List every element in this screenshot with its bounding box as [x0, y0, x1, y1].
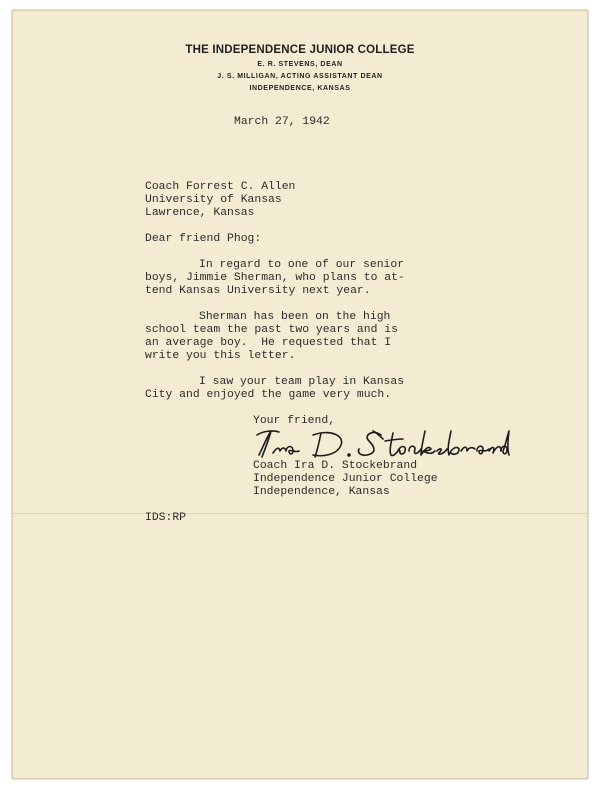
signature-block-line-3: Independence, Kansas	[253, 486, 390, 498]
handwritten-signature	[253, 427, 513, 461]
salutation: Dear friend Phog:	[145, 233, 262, 245]
paragraph-2-line-4: write you this letter.	[145, 350, 296, 362]
signature-block-line-1: Coach Ira D. Stockebrand	[253, 460, 418, 472]
address-line-3: Lawrence, Kansas	[145, 207, 255, 219]
paragraph-2-line-2: school team the past two years and is	[145, 324, 398, 336]
reference-initials: IDS:RP	[145, 512, 187, 524]
letter-date: March 27, 1942	[234, 116, 330, 128]
paragraph-1-line-3: tend Kansas University next year.	[145, 285, 371, 297]
letterhead-assistant-dean: J. S. MILLIGAN, ACTING ASSISTANT DEAN	[217, 73, 383, 80]
paragraph-3-line-1: I saw your team play in Kansas	[199, 376, 405, 388]
address-line-2: University of Kansas	[145, 194, 282, 206]
letterhead-location: INDEPENDENCE, KANSAS	[249, 85, 351, 92]
paragraph-2-line-3: an average boy. He requested that I	[145, 337, 392, 349]
paper-fold-line	[13, 513, 587, 514]
signature-block-line-2: Independence Junior College	[253, 473, 438, 485]
address-line-1: Coach Forrest C. Allen	[145, 181, 296, 193]
letterhead-dean: E. R. STEVENS, DEAN	[257, 61, 343, 68]
paragraph-1-line-2: boys, Jimmie Sherman, who plans to at-	[145, 272, 405, 284]
paragraph-3-line-2: City and enjoyed the game very much.	[145, 389, 392, 401]
closing: Your friend,	[253, 415, 336, 427]
paragraph-1-line-1: In regard to one of our senior	[199, 259, 405, 271]
letterhead-title: THE INDEPENDENCE JUNIOR COLLEGE	[185, 44, 415, 56]
paragraph-2-line-1: Sherman has been on the high	[199, 311, 391, 323]
